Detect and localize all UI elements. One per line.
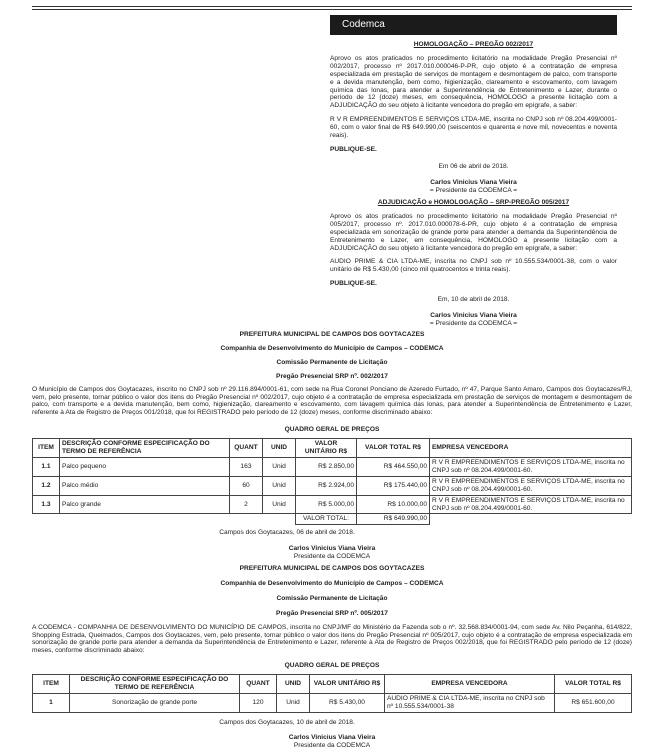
cell-quant: 120 <box>240 693 277 712</box>
cell-valor-total: R$ 175.440,00 <box>357 476 430 495</box>
table-total-row <box>33 514 632 525</box>
commission-title: Comissão Permanente de Licitação <box>276 358 388 366</box>
ata-date: Campos dos Goytacazes, 06 de abril de 2018. <box>219 529 355 537</box>
cell-unid: Unid <box>263 457 296 476</box>
table-header-row <box>33 439 632 458</box>
th-item: ITEM <box>33 675 70 694</box>
spacer-cell <box>430 514 632 525</box>
spacer-cell <box>230 514 263 525</box>
notice-role: = Presidente da CODEMCA = <box>429 186 518 194</box>
th-item: ITEM <box>33 439 60 458</box>
notice-signer: Carlos Vinicius Viana Vieira <box>430 178 517 186</box>
notice-winner: R V R EMPREENDIMENTOS E SERVIÇOS LTDA-ME, inscrita no CNPJ sob nº 08.204.499/0001-60, com o valor final de R$ 649.990,00 (seiscentos e quarenta e nove mil, novecentos e noventa reais). <box>330 116 617 140</box>
ref-title: Pregão Presencial SRP nº. 002/2017 <box>276 372 388 380</box>
table-row <box>33 476 632 495</box>
total-label: VALOR TOTAL: <box>296 514 357 525</box>
ata-body: O Município de Campos dos Goytacazes, inscrito no CNPJ sob nº 29.116.894/0001-61, com sede na Rua Coronel Ponciano de Azeredo Furtado, nº 47, Parque Santo Amaro, Campos dos Goytacazes/RJ, vem, pelo presente, tornar público o valor dos itens do Pregão Presencial nº 002/2017, cujo objeto é a contratação de empresa especializada em prestação de serviços de montagem e desmontagem de palco, com transporte e a devida manutenção, bem como, higienização, clareamento e escovamento, com lavagem química das lonas, para atender a Superintendência de Entretenimento e Lazer, referente à Ata de Registro de Preços 001/2018, que foi REGISTRADO pelo período de 12 (doze) meses, conforme discriminado abaixo: <box>32 385 632 417</box>
notice-winner: AUDIO PRIME & CIA LTDA-ME, inscrita no CNPJ sob nº 10.555.534/0001-38, com o valor unitário de R$ 5.430,00 (cinco mil quatrocentos e trinta reais). <box>330 258 617 274</box>
th-empresa: EMPRESA VENCEDORA <box>430 439 632 458</box>
cell-unid: Unid <box>263 476 296 495</box>
section-band-title: Codemca <box>342 19 385 30</box>
cell-empresa: R V R EMPREENDIMENTOS E SERVIÇOS LTDA-ME, inscrita no CNPJ sob nº 08.204.499/0001-60. <box>430 495 632 514</box>
cell-item: 1.1 <box>33 457 60 476</box>
spacer-cell <box>60 514 230 525</box>
table-header-row <box>33 675 632 694</box>
notice-body: Aprovo os atos praticados no procedimento licitatório na modalidade Pregão Presencial nº 005/2017, processo nº. 2017.010.000078-6-PR, cujo objeto é a contratação de empresa especializada em sonorização de grande porte para atender a demanda da Superintendência de Entretenimento e Lazer, em consequência, HOMOLOGO a presente licitação com a ADJUDICAÇÃO do seu objeto à licitante vencedora do pregão em epígrafe, a saber: <box>330 212 617 252</box>
cell-empresa: R V R EMPREENDIMENTOS E SERVIÇOS LTDA-ME, inscrita no CNPJ sob nº 08.204.499/0001-60. <box>430 476 632 495</box>
cell-descricao: Sonorização de grande porte <box>70 693 240 712</box>
th-valor-total: VALOR TOTAL R$ <box>357 439 430 458</box>
th-quant: QUANT <box>240 675 277 694</box>
th-quant: QUANT <box>230 439 263 458</box>
org-title: PREFEITURA MUNICIPAL DE CAMPOS DOS GOYTACAZES <box>239 331 425 338</box>
cell-item: 1.2 <box>33 476 60 495</box>
cell-empresa: R V R EMPREENDIMENTOS E SERVIÇOS LTDA-ME, inscrita no CNPJ sob nº 08.204.499/0001-60. <box>430 457 632 476</box>
spacer-cell <box>33 514 60 525</box>
notice-publique: PUBLIQUE-SE. <box>330 145 377 153</box>
cell-valor-unitario: R$ 2.850,00 <box>296 457 357 476</box>
company-title: Companhia de Desenvolvimento do Município de Campos – CODEMCA <box>220 344 444 352</box>
ata-005-section <box>32 565 632 750</box>
cell-item: 1 <box>33 693 70 712</box>
section-band <box>330 15 617 35</box>
table-row <box>33 495 632 514</box>
cell-descricao: Palco pequeno <box>60 457 230 476</box>
cell-unid: Unid <box>277 693 310 712</box>
top-rule-2 <box>32 9 632 10</box>
org-title: PREFEITURA MUNICIPAL DE CAMPOS DOS GOYTACAZES <box>239 565 425 572</box>
ata-002-section <box>32 331 632 561</box>
cell-quant: 2 <box>230 495 263 514</box>
notice-date: Em, 10 de abril de 2018. <box>437 296 510 304</box>
cell-valor-total: R$ 464.550,00 <box>357 457 430 476</box>
th-unid: UNID <box>263 439 296 458</box>
cell-unid: Unid <box>263 495 296 514</box>
notice-title: HOMOLOGAÇÃO – PREGÃO 002/2017 <box>413 41 534 48</box>
top-rule <box>32 6 632 7</box>
notice-date: Em 06 de abril de 2018. <box>438 162 509 170</box>
price-table <box>32 674 632 713</box>
notice-body: Aprovo os atos praticados no procedimento licitatório na modalidade Pregão Presencial nº 002/2017, processo nº 2017.010.000046-P-PR, cujo objeto é a contratação de empresa especializada em prestação de serviços de montagem e desmontagem de palco, com transporte e a devida manutenção, bem como, higienização, clareamento e escovamento, com lavagem química das lonas, para atender a Superintendência de Entretenimento e Lazer, durante o período de 12 (doze) meses, em consequência, HOMOLOGO a presente licitação com a ADJUDICAÇÃO do seu objeto à licitante vencedora do pregão em epígrafe, a saber: <box>330 54 617 110</box>
table-row <box>33 693 632 712</box>
total-value: R$ 649.990,00 <box>357 514 430 525</box>
cell-valor-unitario: R$ 2.924,00 <box>296 476 357 495</box>
company-title: Companhia de Desenvolvimento do Município de Campos – CODEMCA <box>220 579 444 587</box>
cell-valor-total: R$ 651.600,00 <box>555 693 632 712</box>
table-title: QUADRO GERAL DE PREÇOS <box>284 426 380 434</box>
cell-quant: 60 <box>230 476 263 495</box>
cell-empresa: AUDIO PRIME & CIA LTDA-ME, inscrita no CNPJ sob nº 10.555.534/0001-38 <box>385 693 555 712</box>
th-descricao: DESCRIÇÃO CONFORME ESPECIFICAÇÃO DO TERMO DE REFERÊNCIA <box>60 439 230 458</box>
spacer-cell <box>263 514 296 525</box>
ata-body: A CODEMCA - COMPANHIA DE DESENVOLVIMENTO DO MUNICÍPIO DE CAMPOS, inscrita no CNPJ/MF do Ministério da Fazenda sob o nº. 32.568.834/0001-94, com sede Av. Nilo Peçanha, 614/822, Shopping Estrada, Queimados, Campos dos Goytacazes, vem, pelo presente, tornar público o valor dos itens do Pregão Presencial nº 005/2017, cujo objeto é a contratação de empresa especializada em sonorização de grande porte para atender a demanda da Superintendência de Entretenimento e Lazer, referente à Ata de Registro de Preços 002/2018, que foi REGISTRADO pelo período de 12 (doze) meses, conforme discriminado abaixo: <box>32 623 632 655</box>
commission-title: Comissão Permanente de Licitação <box>276 594 388 602</box>
cell-valor-unitario: R$ 5.430,00 <box>310 693 385 712</box>
table-row <box>33 457 632 476</box>
ata-date: Campos dos Goytacazes, 10 de abril de 2018. <box>219 718 355 726</box>
notice-homologacao-002 <box>330 41 617 195</box>
th-valor-total: VALOR TOTAL R$ <box>555 675 632 694</box>
cell-descricao: Palco médio <box>60 476 230 495</box>
notice-title: ADJUDICAÇÃO e HOMOLOGAÇÃO – SRP-PREGÃO 005/2017 <box>377 199 570 206</box>
th-valor-unitario: VALOR UNITÁRIO R$ <box>310 675 385 694</box>
ata-signer: Carlos Vinicius Viana Vieira <box>288 545 376 553</box>
th-unid: UNID <box>277 675 310 694</box>
ata-role: Presidente da CODEMCA <box>293 741 371 749</box>
notice-role: = Presidente da CODEMCA = <box>429 319 518 327</box>
price-table <box>32 438 632 525</box>
table-title: QUADRO GERAL DE PREÇOS <box>284 662 380 670</box>
cell-item: 1.3 <box>33 495 60 514</box>
notice-adjudicacao-005 <box>330 199 617 328</box>
ata-role: Presidente da CODEMCA <box>293 553 371 561</box>
cell-descricao: Palco grande <box>60 495 230 514</box>
cell-quant: 163 <box>230 457 263 476</box>
cell-valor-total: R$ 10.000,00 <box>357 495 430 514</box>
ref-title: Pregão Presencial SRP nº. 005/2017 <box>276 609 388 617</box>
notice-publique: PUBLIQUE-SE. <box>330 280 377 288</box>
th-empresa: EMPRESA VENCEDORA <box>385 675 555 694</box>
th-descricao: DESCRIÇÃO CONFORME ESPECIFICAÇÃO DO TERMO DE REFERÊNCIA <box>70 675 240 694</box>
cell-valor-unitario: R$ 5.000,00 <box>296 495 357 514</box>
notice-signer: Carlos Vinicius Viana Vieira <box>430 312 517 320</box>
ata-signer: Carlos Vinicius Viana Vieira <box>288 733 376 741</box>
th-valor-unitario: VALOR UNITÁRIO R$ <box>296 439 357 458</box>
